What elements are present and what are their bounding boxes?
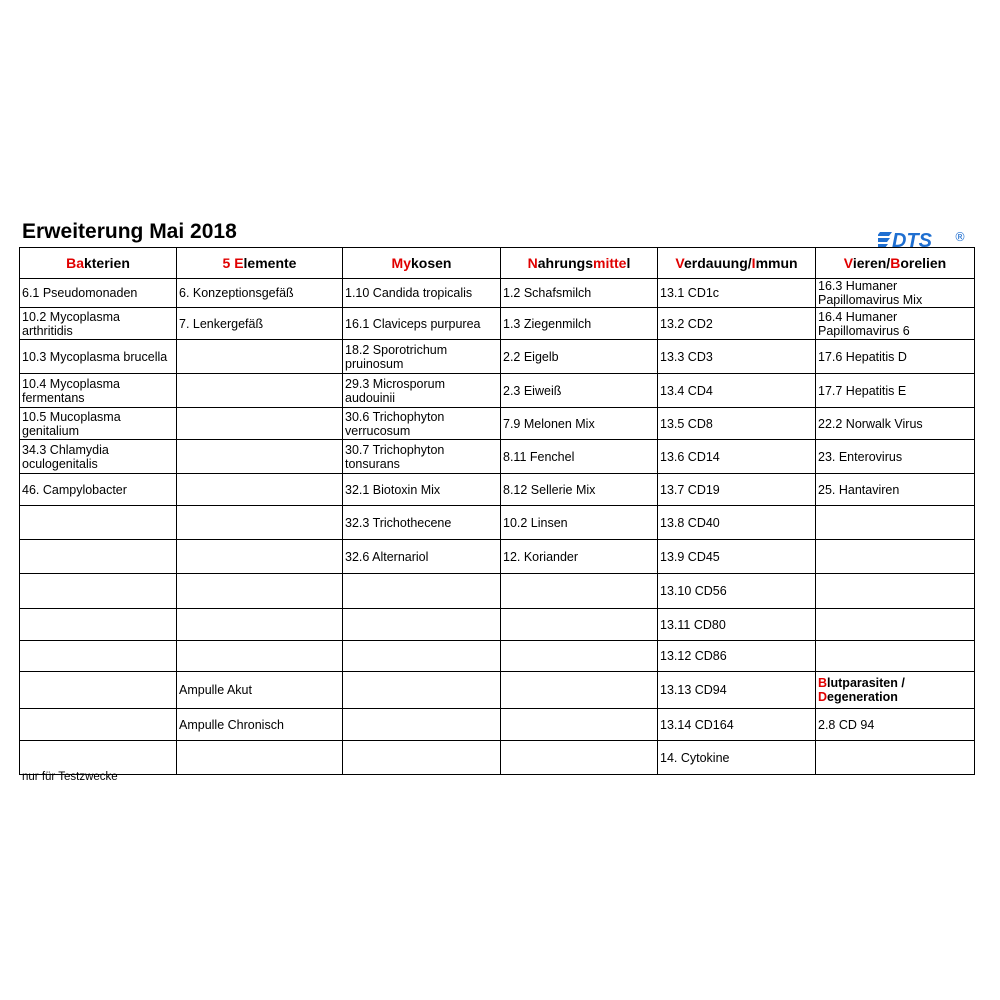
cell-vieren-borelien	[816, 609, 975, 641]
cell-5-elemente	[177, 506, 343, 540]
cell-5-elemente	[177, 574, 343, 609]
cell-5-elemente	[177, 474, 343, 506]
table-row	[20, 506, 975, 540]
cell-5-elemente: Ampulle Chronisch	[177, 709, 343, 741]
cell-verdauung-immun: 13.10 CD56	[658, 574, 816, 609]
cell-bakterien: 6.1 Pseudomonaden	[20, 279, 177, 308]
cell-vieren-borelien: 17.6 Hepatitis D	[816, 340, 975, 374]
subheader-red-initial: B	[818, 676, 828, 690]
cell-nahrungsmittel	[501, 641, 658, 672]
cell-verdauung-immun: 13.2 CD2	[658, 308, 816, 340]
cell-mykosen: 32.6 Alternariol	[343, 540, 501, 574]
cell-verdauung-immun: 13.4 CD4	[658, 374, 816, 408]
extension-table	[19, 247, 975, 775]
cell-nahrungsmittel	[501, 609, 658, 641]
cell-mykosen: 32.3 Trichothecene	[343, 506, 501, 540]
cell-verdauung-immun: 14. Cytokine	[658, 741, 816, 775]
table-row	[20, 641, 975, 672]
cell-bakterien	[20, 609, 177, 641]
cell-bakterien: 46. Campylobacter	[20, 474, 177, 506]
table-row	[20, 574, 975, 609]
column-header-nahrungsmittel: Nahrungsmittel	[501, 248, 658, 279]
cell-5-elemente	[177, 741, 343, 775]
cell-bakterien: 10.3 Mycoplasma brucella	[20, 340, 177, 374]
cell-mykosen	[343, 741, 501, 775]
cell-vieren-borelien	[816, 540, 975, 574]
cell-vieren-borelien: 17.7 Hepatitis E	[816, 374, 975, 408]
cell-verdauung-immun: 13.9 CD45	[658, 540, 816, 574]
cell-verdauung-immun: 13.12 CD86	[658, 641, 816, 672]
cell-mykosen	[343, 609, 501, 641]
cell-5-elemente	[177, 609, 343, 641]
cell-5-elemente	[177, 540, 343, 574]
cell-vieren-borelien: 16.3 Humaner Papillomavirus Mix	[816, 279, 975, 308]
table-row	[20, 440, 975, 474]
table-body	[20, 279, 975, 775]
cell-nahrungsmittel	[501, 574, 658, 609]
cell-5-elemente	[177, 408, 343, 440]
header-row	[20, 248, 975, 279]
table-row	[20, 672, 975, 709]
cell-bakterien	[20, 506, 177, 540]
cell-5-elemente	[177, 641, 343, 672]
cell-verdauung-immun: 13.5 CD8	[658, 408, 816, 440]
cell-vieren-borelien: 23. Enterovirus	[816, 440, 975, 474]
cell-mykosen	[343, 672, 501, 709]
table-row	[20, 408, 975, 440]
subheader-blutparasiten	[816, 672, 975, 709]
table-row	[20, 709, 975, 741]
cell-mykosen: 16.1 Claviceps purpurea	[343, 308, 501, 340]
table-row	[20, 308, 975, 340]
cell-bakterien	[20, 540, 177, 574]
cell-nahrungsmittel	[501, 709, 658, 741]
cell-5-elemente: 6. Konzeptionsgefäß	[177, 279, 343, 308]
cell-verdauung-immun: 13.13 CD94	[658, 672, 816, 709]
cell-nahrungsmittel	[501, 672, 658, 709]
cell-nahrungsmittel: 2.3 Eiweiß	[501, 374, 658, 408]
cell-bakterien	[20, 709, 177, 741]
subheader-text: egeneration	[827, 690, 898, 704]
cell-mykosen	[343, 709, 501, 741]
cell-mykosen: 18.2 Sporotrichum pruinosum	[343, 340, 501, 374]
cell-verdauung-immun: 13.6 CD14	[658, 440, 816, 474]
column-header-5-elemente: 5 Elemente	[177, 248, 343, 279]
table-row	[20, 474, 975, 506]
page-title: Erweiterung Mai 2018	[22, 220, 237, 243]
cell-bakterien: 34.3 Chlamydia oculogenitalis	[20, 440, 177, 474]
cell-bakterien: 10.5 Mucoplasma genitalium	[20, 408, 177, 440]
footer-note: nur für Testzwecke	[22, 771, 118, 783]
cell-nahrungsmittel: 10.2 Linsen	[501, 506, 658, 540]
cell-vieren-borelien: 22.2 Norwalk Virus	[816, 408, 975, 440]
cell-bakterien	[20, 672, 177, 709]
cell-bakterien	[20, 641, 177, 672]
cell-vieren-borelien: 2.8 CD 94	[816, 709, 975, 741]
cell-vieren-borelien	[816, 506, 975, 540]
cell-verdauung-immun: 13.14 CD164	[658, 709, 816, 741]
cell-bakterien	[20, 741, 177, 775]
column-header-verdauung-immun: Verdauung/Immun	[658, 248, 816, 279]
column-header-vieren-borelien: Vieren/Borelien	[816, 248, 975, 279]
cell-bakterien: 10.2 Mycoplasma arthritidis	[20, 308, 177, 340]
cell-nahrungsmittel: 8.11 Fenchel	[501, 440, 658, 474]
cell-5-elemente: 7. Lenkergefäß	[177, 308, 343, 340]
table-row	[20, 374, 975, 408]
cell-mykosen	[343, 574, 501, 609]
table-row	[20, 340, 975, 374]
cell-vieren-borelien: 25. Hantaviren	[816, 474, 975, 506]
cell-nahrungsmittel: 1.2 Schafsmilch	[501, 279, 658, 308]
cell-vieren-borelien: 16.4 Humaner Papillomavirus 6	[816, 308, 975, 340]
cell-verdauung-immun: 13.1 CD1c	[658, 279, 816, 308]
cell-vieren-borelien	[816, 641, 975, 672]
cell-mykosen: 30.6 Trichophyton verrucosum	[343, 408, 501, 440]
cell-nahrungsmittel: 1.3 Ziegenmilch	[501, 308, 658, 340]
cell-verdauung-immun: 13.11 CD80	[658, 609, 816, 641]
cell-mykosen: 32.1 Biotoxin Mix	[343, 474, 501, 506]
table-row	[20, 741, 975, 775]
cell-verdauung-immun: 13.3 CD3	[658, 340, 816, 374]
cell-mykosen	[343, 641, 501, 672]
cell-5-elemente	[177, 374, 343, 408]
cell-nahrungsmittel: 2.2 Eigelb	[501, 340, 658, 374]
cell-nahrungsmittel	[501, 741, 658, 775]
dts-logo-text: DTS	[892, 230, 932, 250]
cell-bakterien: 10.4 Mycoplasma fermentans	[20, 374, 177, 408]
subheader-text: lutparasiten /	[827, 676, 905, 690]
table-row	[20, 540, 975, 574]
cell-mykosen: 29.3 Microsporum audouinii	[343, 374, 501, 408]
cell-5-elemente	[177, 440, 343, 474]
cell-verdauung-immun: 13.8 CD40	[658, 506, 816, 540]
cell-nahrungsmittel: 7.9 Melonen Mix	[501, 408, 658, 440]
cell-5-elemente	[177, 340, 343, 374]
cell-vieren-borelien	[816, 574, 975, 609]
cell-verdauung-immun: 13.7 CD19	[658, 474, 816, 506]
table-row	[20, 609, 975, 641]
dts-logo-stripes	[878, 232, 892, 248]
table-row	[20, 279, 975, 308]
cell-nahrungsmittel: 12. Koriander	[501, 540, 658, 574]
cell-5-elemente: Ampulle Akut	[177, 672, 343, 709]
column-header-mykosen: Mykosen	[343, 248, 501, 279]
column-header-bakterien: Bakterien	[20, 248, 177, 279]
cell-mykosen: 30.7 Trichophyton tonsurans	[343, 440, 501, 474]
cell-mykosen: 1.10 Candida tropicalis	[343, 279, 501, 308]
registered-mark-icon: ®	[954, 230, 966, 244]
cell-nahrungsmittel: 8.12 Sellerie Mix	[501, 474, 658, 506]
cell-bakterien	[20, 574, 177, 609]
cell-vieren-borelien	[816, 741, 975, 775]
subheader-red-initial: D	[818, 690, 828, 704]
